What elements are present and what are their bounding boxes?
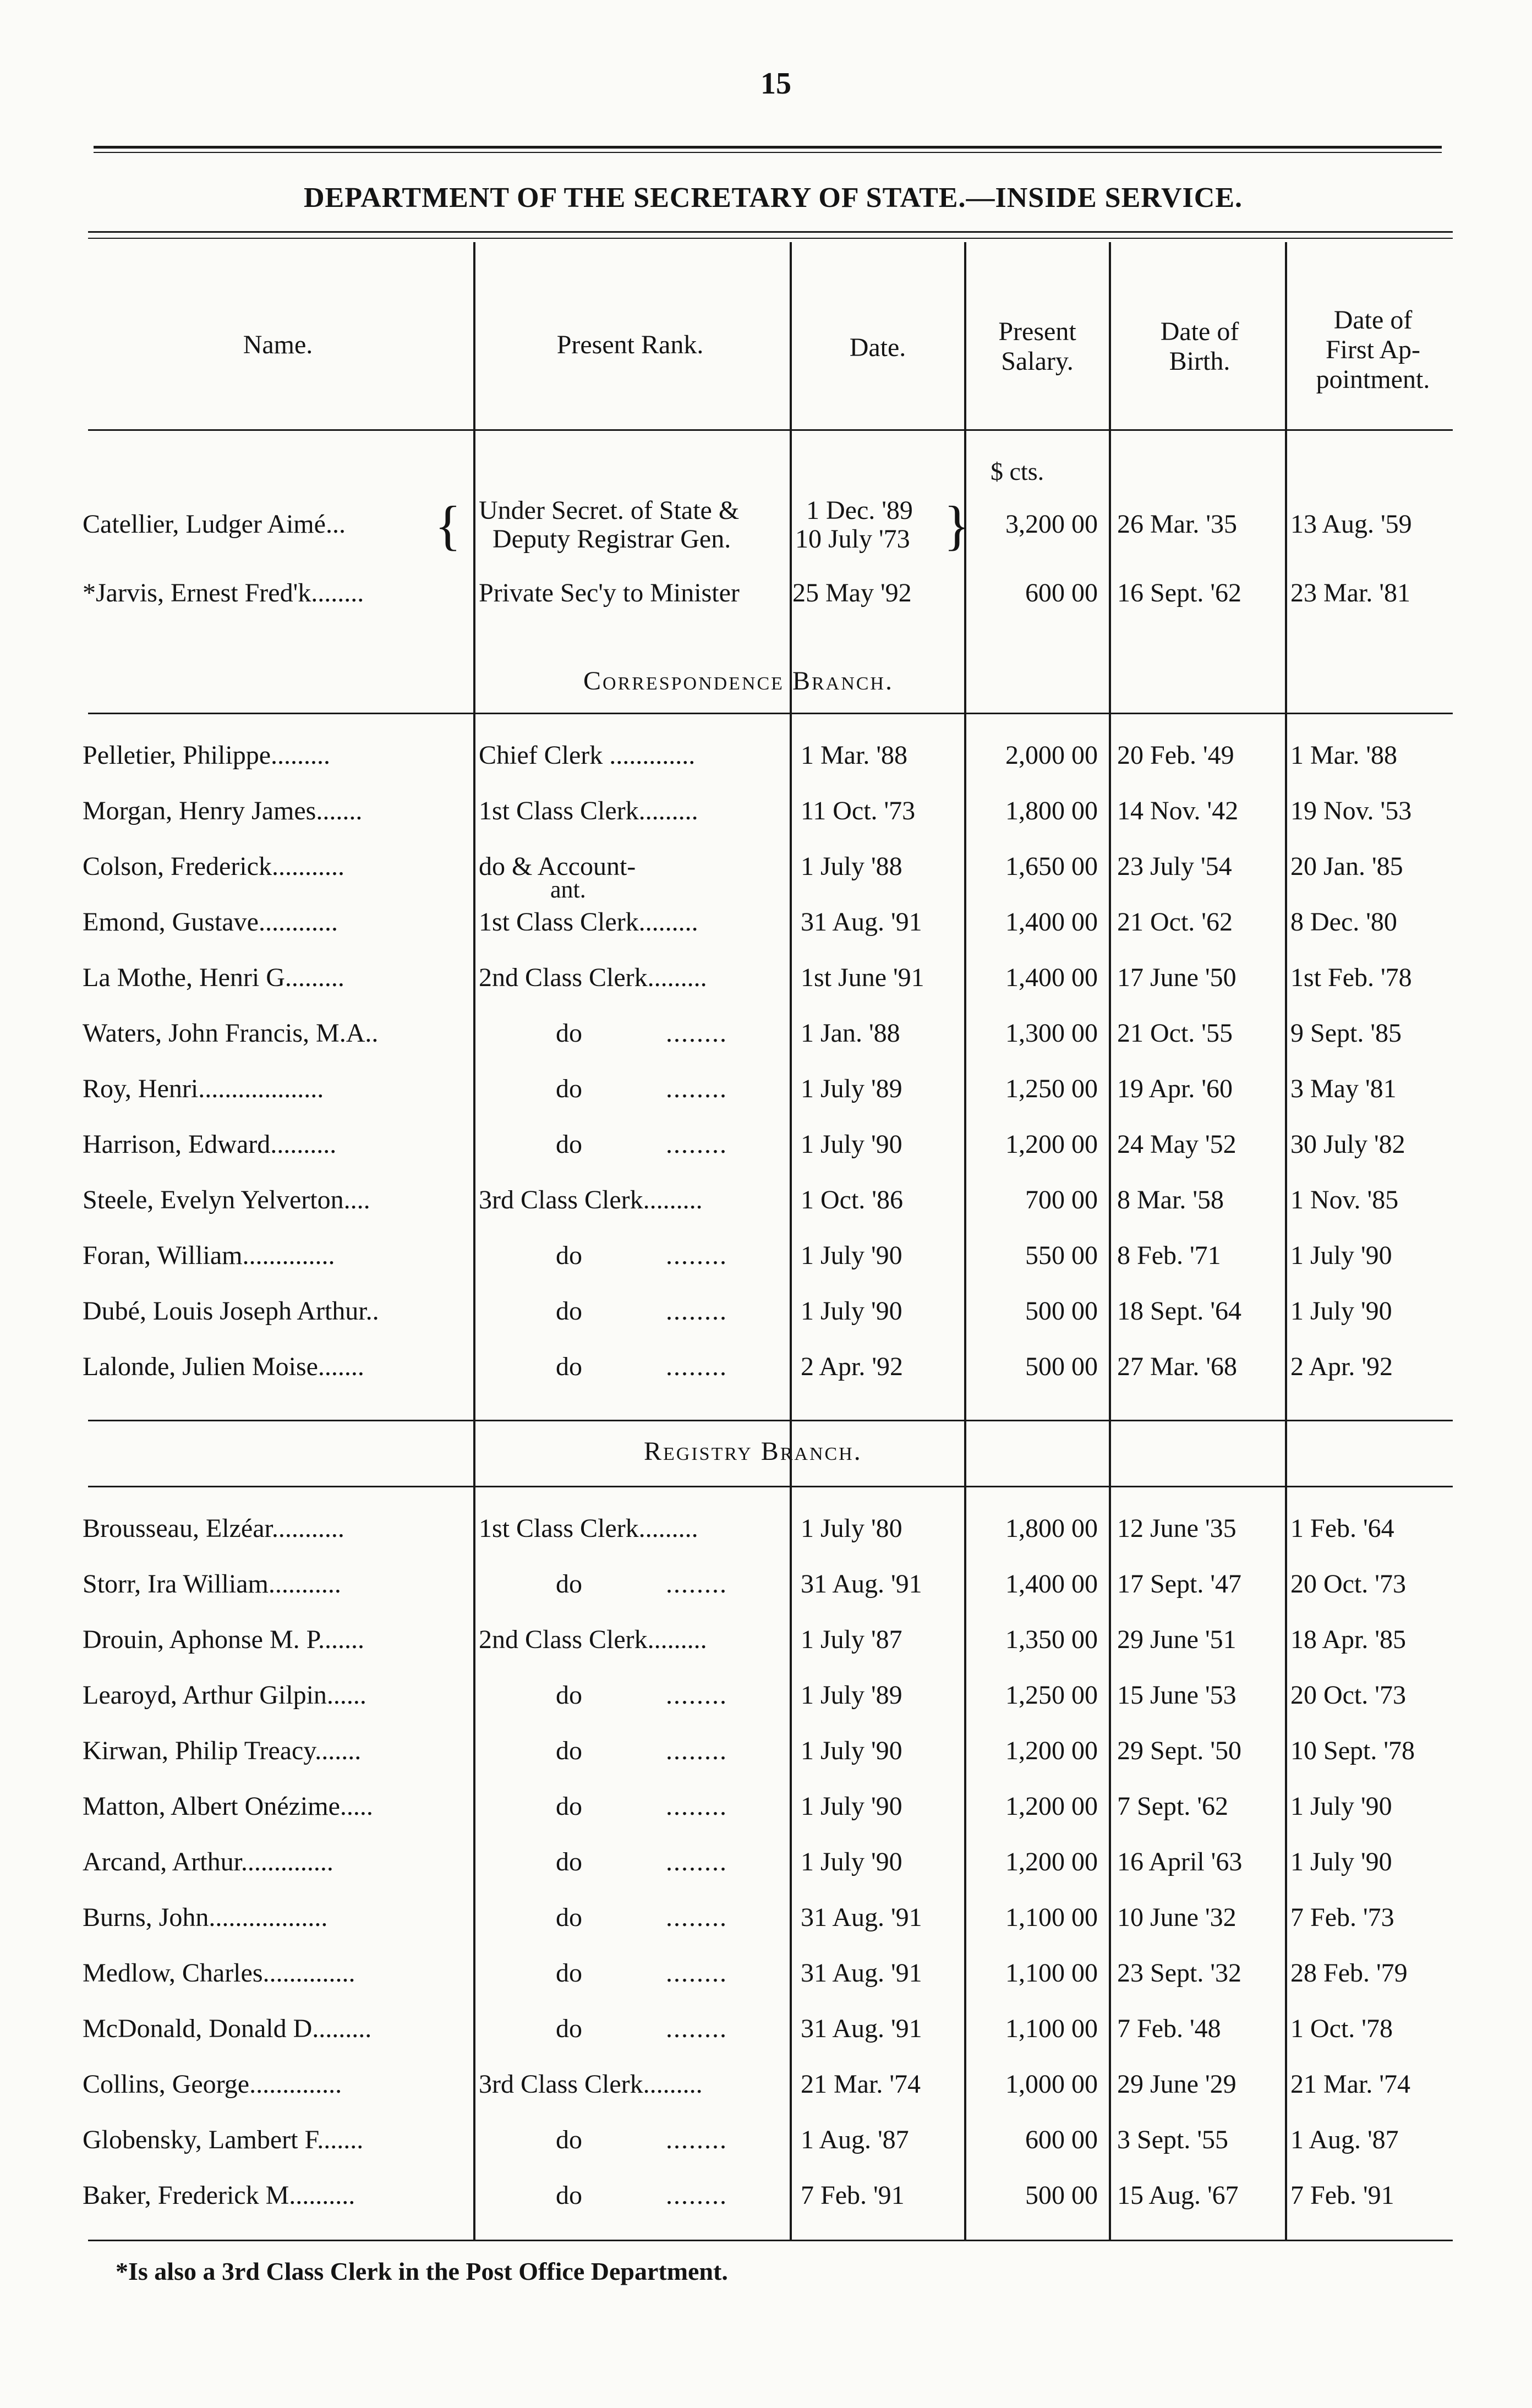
cell-salary: 1,100 00 — [1005, 1903, 1098, 1932]
cell-date: 1 Jan. '88 — [801, 1019, 900, 1048]
cell-birth: 21 Oct. '55 — [1117, 1019, 1233, 1048]
row-catellier-salary: 3,200 00 — [1005, 510, 1098, 539]
cell-rank: do — [556, 1792, 582, 1821]
cell-first: 1 Mar. '88 — [1290, 741, 1397, 770]
registry-rule — [88, 1486, 1453, 1487]
cell-rank: do — [556, 1130, 582, 1159]
column-header-rule — [88, 429, 1453, 431]
leader-dots: ........ — [666, 1130, 727, 1159]
cell-birth: 29 Sept. '50 — [1117, 1736, 1241, 1765]
cell-salary: 500 00 — [1025, 1352, 1098, 1381]
cell-first: 10 Sept. '78 — [1290, 1736, 1415, 1765]
row-catellier-name: Catellier, Ludger Aimé... — [83, 510, 346, 539]
cell-birth: 19 Apr. '60 — [1117, 1074, 1233, 1103]
cell-name: Kirwan, Philip Treacy....... — [83, 1736, 362, 1765]
cell-birth: 29 June '51 — [1117, 1625, 1236, 1654]
cell-name: Foran, William.............. — [83, 1241, 335, 1270]
cell-birth: 23 Sept. '32 — [1117, 1958, 1241, 1988]
cell-birth: 20 Feb. '49 — [1117, 741, 1234, 770]
cell-birth: 23 July '54 — [1117, 852, 1232, 881]
cell-name: Storr, Ira William........... — [83, 1569, 341, 1599]
row-catellier-birth: 26 Mar. '35 — [1117, 510, 1237, 539]
cell-rank-continued: ant. — [550, 876, 586, 903]
col-header-salary-l1: Present — [998, 317, 1076, 346]
cell-salary: 1,250 00 — [1005, 1681, 1098, 1710]
row-catellier-rank-2: Deputy Registrar Gen. — [493, 524, 731, 554]
leader-dots: ........ — [666, 2125, 727, 2154]
cell-date: 1st June '91 — [801, 963, 924, 992]
cell-rank: do — [556, 1736, 582, 1765]
cell-salary: 1,800 00 — [1005, 796, 1098, 825]
col-header-name: Name. — [243, 330, 313, 359]
leader-dots: ........ — [666, 1903, 727, 1932]
cell-first: 8 Dec. '80 — [1290, 907, 1397, 937]
row-jarvis-salary: 600 00 — [1025, 578, 1098, 608]
cell-name: Dubé, Louis Joseph Arthur.. — [83, 1296, 379, 1326]
cell-name: Waters, John Francis, M.A.. — [83, 1019, 379, 1048]
cell-date: 1 July '80 — [801, 1514, 902, 1543]
row-catellier-first: 13 Aug. '59 — [1290, 510, 1412, 539]
col-header-first-l1: Date of — [1333, 305, 1413, 335]
cell-first: 1 July '90 — [1290, 1792, 1392, 1821]
column-divider — [1109, 242, 1111, 2240]
cell-salary: 1,100 00 — [1005, 2014, 1098, 2043]
cell-date: 2 Apr. '92 — [801, 1352, 903, 1381]
cell-date: 31 Aug. '91 — [801, 2014, 922, 2043]
cell-birth: 17 Sept. '47 — [1117, 1569, 1241, 1599]
registry-rule-top — [88, 1420, 1453, 1421]
cell-date: 7 Feb. '91 — [801, 2181, 905, 2210]
cell-birth: 24 May '52 — [1117, 1130, 1236, 1159]
cell-first: 3 May '81 — [1290, 1074, 1397, 1103]
row-catellier-date-1: 1 Dec. '89 — [806, 496, 913, 525]
leader-dots: ........ — [666, 1074, 727, 1103]
cell-first: 7 Feb. '91 — [1290, 2181, 1394, 2210]
cell-name: Brousseau, Elzéar........... — [83, 1514, 344, 1543]
col-header-birth-l1: Date of — [1160, 317, 1239, 346]
cell-rank: do — [556, 1352, 582, 1381]
cell-rank: 1st Class Clerk......... — [479, 1514, 698, 1543]
cell-rank: do — [556, 2014, 582, 2043]
cell-salary: 1,000 00 — [1005, 2070, 1098, 2099]
cell-birth: 27 Mar. '68 — [1117, 1352, 1237, 1381]
row-catellier-rank-1: Under Secret. of State & — [479, 496, 740, 525]
cell-date: 1 July '89 — [801, 1074, 902, 1103]
table-bottom-rule — [88, 2240, 1453, 2241]
cell-first: 1 Feb. '64 — [1290, 1514, 1394, 1543]
cell-date: 1 July '90 — [801, 1736, 902, 1765]
correspondence-rule — [88, 713, 1453, 714]
row-catellier-date-2: 10 July '73 — [795, 524, 910, 554]
column-divider — [473, 242, 475, 2240]
cell-first: 20 Jan. '85 — [1290, 852, 1403, 881]
cell-salary: 600 00 — [1025, 2125, 1098, 2154]
col-header-date: Date. — [849, 333, 906, 362]
cell-salary: 1,400 00 — [1005, 907, 1098, 937]
cell-date: 21 Mar. '74 — [801, 2070, 921, 2099]
cell-date: 1 July '90 — [801, 1130, 902, 1159]
col-header-first-appointment — [1290, 305, 1456, 395]
cell-name: Arcand, Arthur.............. — [83, 1847, 333, 1876]
cell-rank: do — [556, 2181, 582, 2210]
cell-date: 1 July '87 — [801, 1625, 902, 1654]
cell-birth: 18 Sept. '64 — [1117, 1296, 1241, 1326]
page-number: 15 — [760, 67, 791, 101]
cell-first: 20 Oct. '73 — [1290, 1569, 1406, 1599]
cell-first: 19 Nov. '53 — [1290, 796, 1412, 825]
leader-dots: ........ — [666, 1569, 727, 1599]
col-header-birth — [1114, 317, 1285, 376]
leader-dots: ........ — [666, 2181, 727, 2210]
cell-first: 1 July '90 — [1290, 1847, 1392, 1876]
cell-birth: 7 Sept. '62 — [1117, 1792, 1228, 1821]
cell-rank: do — [556, 1681, 582, 1710]
cell-name: Morgan, Henry James....... — [83, 796, 363, 825]
leader-dots: ........ — [666, 1019, 727, 1048]
leader-dots: ........ — [666, 1736, 727, 1765]
top-rule — [94, 146, 1442, 149]
leader-dots: ........ — [666, 2014, 727, 2043]
cell-first: 28 Feb. '79 — [1290, 1958, 1408, 1988]
cell-first: 1 July '90 — [1290, 1241, 1392, 1270]
cell-salary: 700 00 — [1025, 1185, 1098, 1214]
cell-date: 31 Aug. '91 — [801, 1958, 922, 1988]
cell-name: Learoyd, Arthur Gilpin...... — [83, 1681, 366, 1710]
cell-name: Steele, Evelyn Yelverton.... — [83, 1185, 370, 1214]
cell-date: 31 Aug. '91 — [801, 1569, 922, 1599]
cell-first: 1 Oct. '78 — [1290, 2014, 1393, 2043]
cell-birth: 8 Feb. '71 — [1117, 1241, 1221, 1270]
cell-birth: 14 Nov. '42 — [1117, 796, 1239, 825]
footnote: *Is also a 3rd Class Clerk in the Post Office Department. — [116, 2257, 728, 2285]
cell-rank: do — [556, 1958, 582, 1988]
cell-name: Emond, Gustave............ — [83, 907, 338, 937]
cell-first: 2 Apr. '92 — [1290, 1352, 1393, 1381]
leader-dots: ........ — [666, 1241, 727, 1270]
cell-rank: do — [556, 1074, 582, 1103]
cell-salary: 1,800 00 — [1005, 1514, 1098, 1543]
cell-birth: 17 June '50 — [1117, 963, 1236, 992]
cell-rank: do — [556, 2125, 582, 2154]
cell-birth: 16 April '63 — [1117, 1847, 1243, 1876]
cell-birth: 3 Sept. '55 — [1117, 2125, 1228, 2154]
cell-salary: 1,400 00 — [1005, 963, 1098, 992]
cell-salary: 1,350 00 — [1005, 1625, 1098, 1654]
cell-salary: 1,200 00 — [1005, 1847, 1098, 1876]
cell-salary: 2,000 00 — [1005, 741, 1098, 770]
cell-first: 1 Aug. '87 — [1290, 2125, 1399, 2154]
registry-branch-heading: Registry Branch. — [644, 1437, 862, 1466]
page-title: DEPARTMENT OF THE SECRETARY OF STATE.—INSIDE SERVICE. — [303, 182, 1243, 214]
cell-name: Baker, Frederick M.......... — [83, 2181, 355, 2210]
cell-date: 1 July '90 — [801, 1296, 902, 1326]
col-header-salary — [969, 317, 1106, 376]
cell-name: McDonald, Donald D......... — [83, 2014, 372, 2043]
cell-rank: 3rd Class Clerk......... — [479, 1185, 703, 1214]
cell-salary: 1,400 00 — [1005, 1569, 1098, 1599]
col-header-rank: Present Rank. — [556, 330, 704, 359]
cell-rank: 3rd Class Clerk......... — [479, 2070, 703, 2099]
row-jarvis-first: 23 Mar. '81 — [1290, 578, 1410, 608]
cell-name: Roy, Henri................... — [83, 1074, 324, 1103]
cell-birth: 21 Oct. '62 — [1117, 907, 1233, 937]
cell-first: 1 July '90 — [1290, 1296, 1392, 1326]
cell-salary: 550 00 — [1025, 1241, 1098, 1270]
cell-salary: 1,200 00 — [1005, 1736, 1098, 1765]
cell-first: 1st Feb. '78 — [1290, 963, 1412, 992]
cell-salary: 500 00 — [1025, 2181, 1098, 2210]
cell-rank: do — [556, 1847, 582, 1876]
cell-rank: 2nd Class Clerk......... — [479, 1625, 707, 1654]
cell-date: 1 July '90 — [801, 1847, 902, 1876]
cell-rank: do & Account- — [479, 852, 636, 881]
row-jarvis-birth: 16 Sept. '62 — [1117, 578, 1241, 608]
cell-name: Lalonde, Julien Moise....... — [83, 1352, 364, 1381]
cell-salary: 1,250 00 — [1005, 1074, 1098, 1103]
cell-birth: 12 June '35 — [1117, 1514, 1236, 1543]
cell-first: 7 Feb. '73 — [1290, 1903, 1394, 1932]
leader-dots: ........ — [666, 1296, 727, 1326]
cell-birth: 15 June '53 — [1117, 1681, 1236, 1710]
brace-left: { — [435, 495, 461, 556]
cell-first: 1 Nov. '85 — [1290, 1185, 1399, 1214]
cell-name: Collins, George.............. — [83, 2070, 342, 2099]
col-header-first-l3: pointment. — [1316, 365, 1430, 394]
leader-dots: ........ — [666, 1958, 727, 1988]
cell-first: 30 July '82 — [1290, 1130, 1405, 1159]
row-jarvis-name: *Jarvis, Ernest Fred'k........ — [83, 578, 364, 608]
row-jarvis-date: 25 May '92 — [792, 578, 912, 608]
cell-date: 1 Mar. '88 — [801, 741, 907, 770]
row-jarvis-rank: Private Sec'y to Minister — [479, 578, 740, 608]
cell-name: Colson, Frederick........... — [83, 852, 344, 881]
cell-name: Drouin, Aphonse M. P....... — [83, 1625, 365, 1654]
cell-rank: do — [556, 1569, 582, 1599]
cell-first: 18 Apr. '85 — [1290, 1625, 1406, 1654]
cell-salary: 1,200 00 — [1005, 1792, 1098, 1821]
header-rule — [88, 231, 1453, 233]
cell-rank: do — [556, 1296, 582, 1326]
col-header-salary-l2: Salary. — [1001, 347, 1074, 376]
header-rule-thin — [88, 238, 1453, 239]
cell-name: Medlow, Charles.............. — [83, 1958, 355, 1988]
cell-name: Matton, Albert Onézime..... — [83, 1792, 373, 1821]
cell-birth: 10 June '32 — [1117, 1903, 1236, 1932]
cell-salary: 1,200 00 — [1005, 1130, 1098, 1159]
cell-birth: 15 Aug. '67 — [1117, 2181, 1239, 2210]
cell-rank: 2nd Class Clerk......... — [479, 963, 707, 992]
leader-dots: ........ — [666, 1681, 727, 1710]
leader-dots: ........ — [666, 1352, 727, 1381]
cell-date: 1 July '88 — [801, 852, 902, 881]
cell-birth: 8 Mar. '58 — [1117, 1185, 1224, 1214]
column-divider — [1285, 242, 1287, 2240]
cell-salary: 1,650 00 — [1005, 852, 1098, 881]
cell-first: 9 Sept. '85 — [1290, 1019, 1402, 1048]
leader-dots: ........ — [666, 1847, 727, 1876]
brace-right: } — [944, 495, 970, 556]
cell-rank: 1st Class Clerk......... — [479, 907, 698, 937]
cell-rank: do — [556, 1903, 582, 1932]
cell-date: 1 Aug. '87 — [801, 2125, 909, 2154]
cell-name: Burns, John.................. — [83, 1903, 328, 1932]
col-header-birth-l2: Birth. — [1169, 347, 1230, 376]
cell-date: 1 July '89 — [801, 1681, 902, 1710]
cell-name: Globensky, Lambert F....... — [83, 2125, 364, 2154]
leader-dots: ........ — [666, 1792, 727, 1821]
cell-first: 21 Mar. '74 — [1290, 2070, 1410, 2099]
salary-unit: $ cts. — [991, 457, 1044, 485]
cell-name: Pelletier, Philippe......... — [83, 741, 331, 770]
cell-rank: 1st Class Clerk......... — [479, 796, 698, 825]
cell-birth: 29 June '29 — [1117, 2070, 1236, 2099]
column-divider — [790, 242, 792, 2240]
cell-salary: 1,100 00 — [1005, 1958, 1098, 1988]
cell-rank: do — [556, 1019, 582, 1048]
cell-date: 1 July '90 — [801, 1241, 902, 1270]
cell-date: 11 Oct. '73 — [801, 796, 916, 825]
cell-name: La Mothe, Henri G......... — [83, 963, 344, 992]
cell-rank: Chief Clerk ............. — [479, 741, 696, 770]
cell-rank: do — [556, 1241, 582, 1270]
top-rule-thin — [94, 152, 1442, 153]
correspondence-branch-heading: Correspondence Branch. — [583, 666, 894, 696]
cell-salary: 1,300 00 — [1005, 1019, 1098, 1048]
cell-salary: 500 00 — [1025, 1296, 1098, 1326]
cell-first: 20 Oct. '73 — [1290, 1681, 1406, 1710]
cell-birth: 7 Feb. '48 — [1117, 2014, 1221, 2043]
col-header-first-l2: First Ap- — [1325, 335, 1421, 364]
cell-date: 31 Aug. '91 — [801, 1903, 922, 1932]
cell-name: Harrison, Edward.......... — [83, 1130, 337, 1159]
cell-date: 1 July '90 — [801, 1792, 902, 1821]
cell-date: 31 Aug. '91 — [801, 907, 922, 937]
cell-date: 1 Oct. '86 — [801, 1185, 903, 1214]
